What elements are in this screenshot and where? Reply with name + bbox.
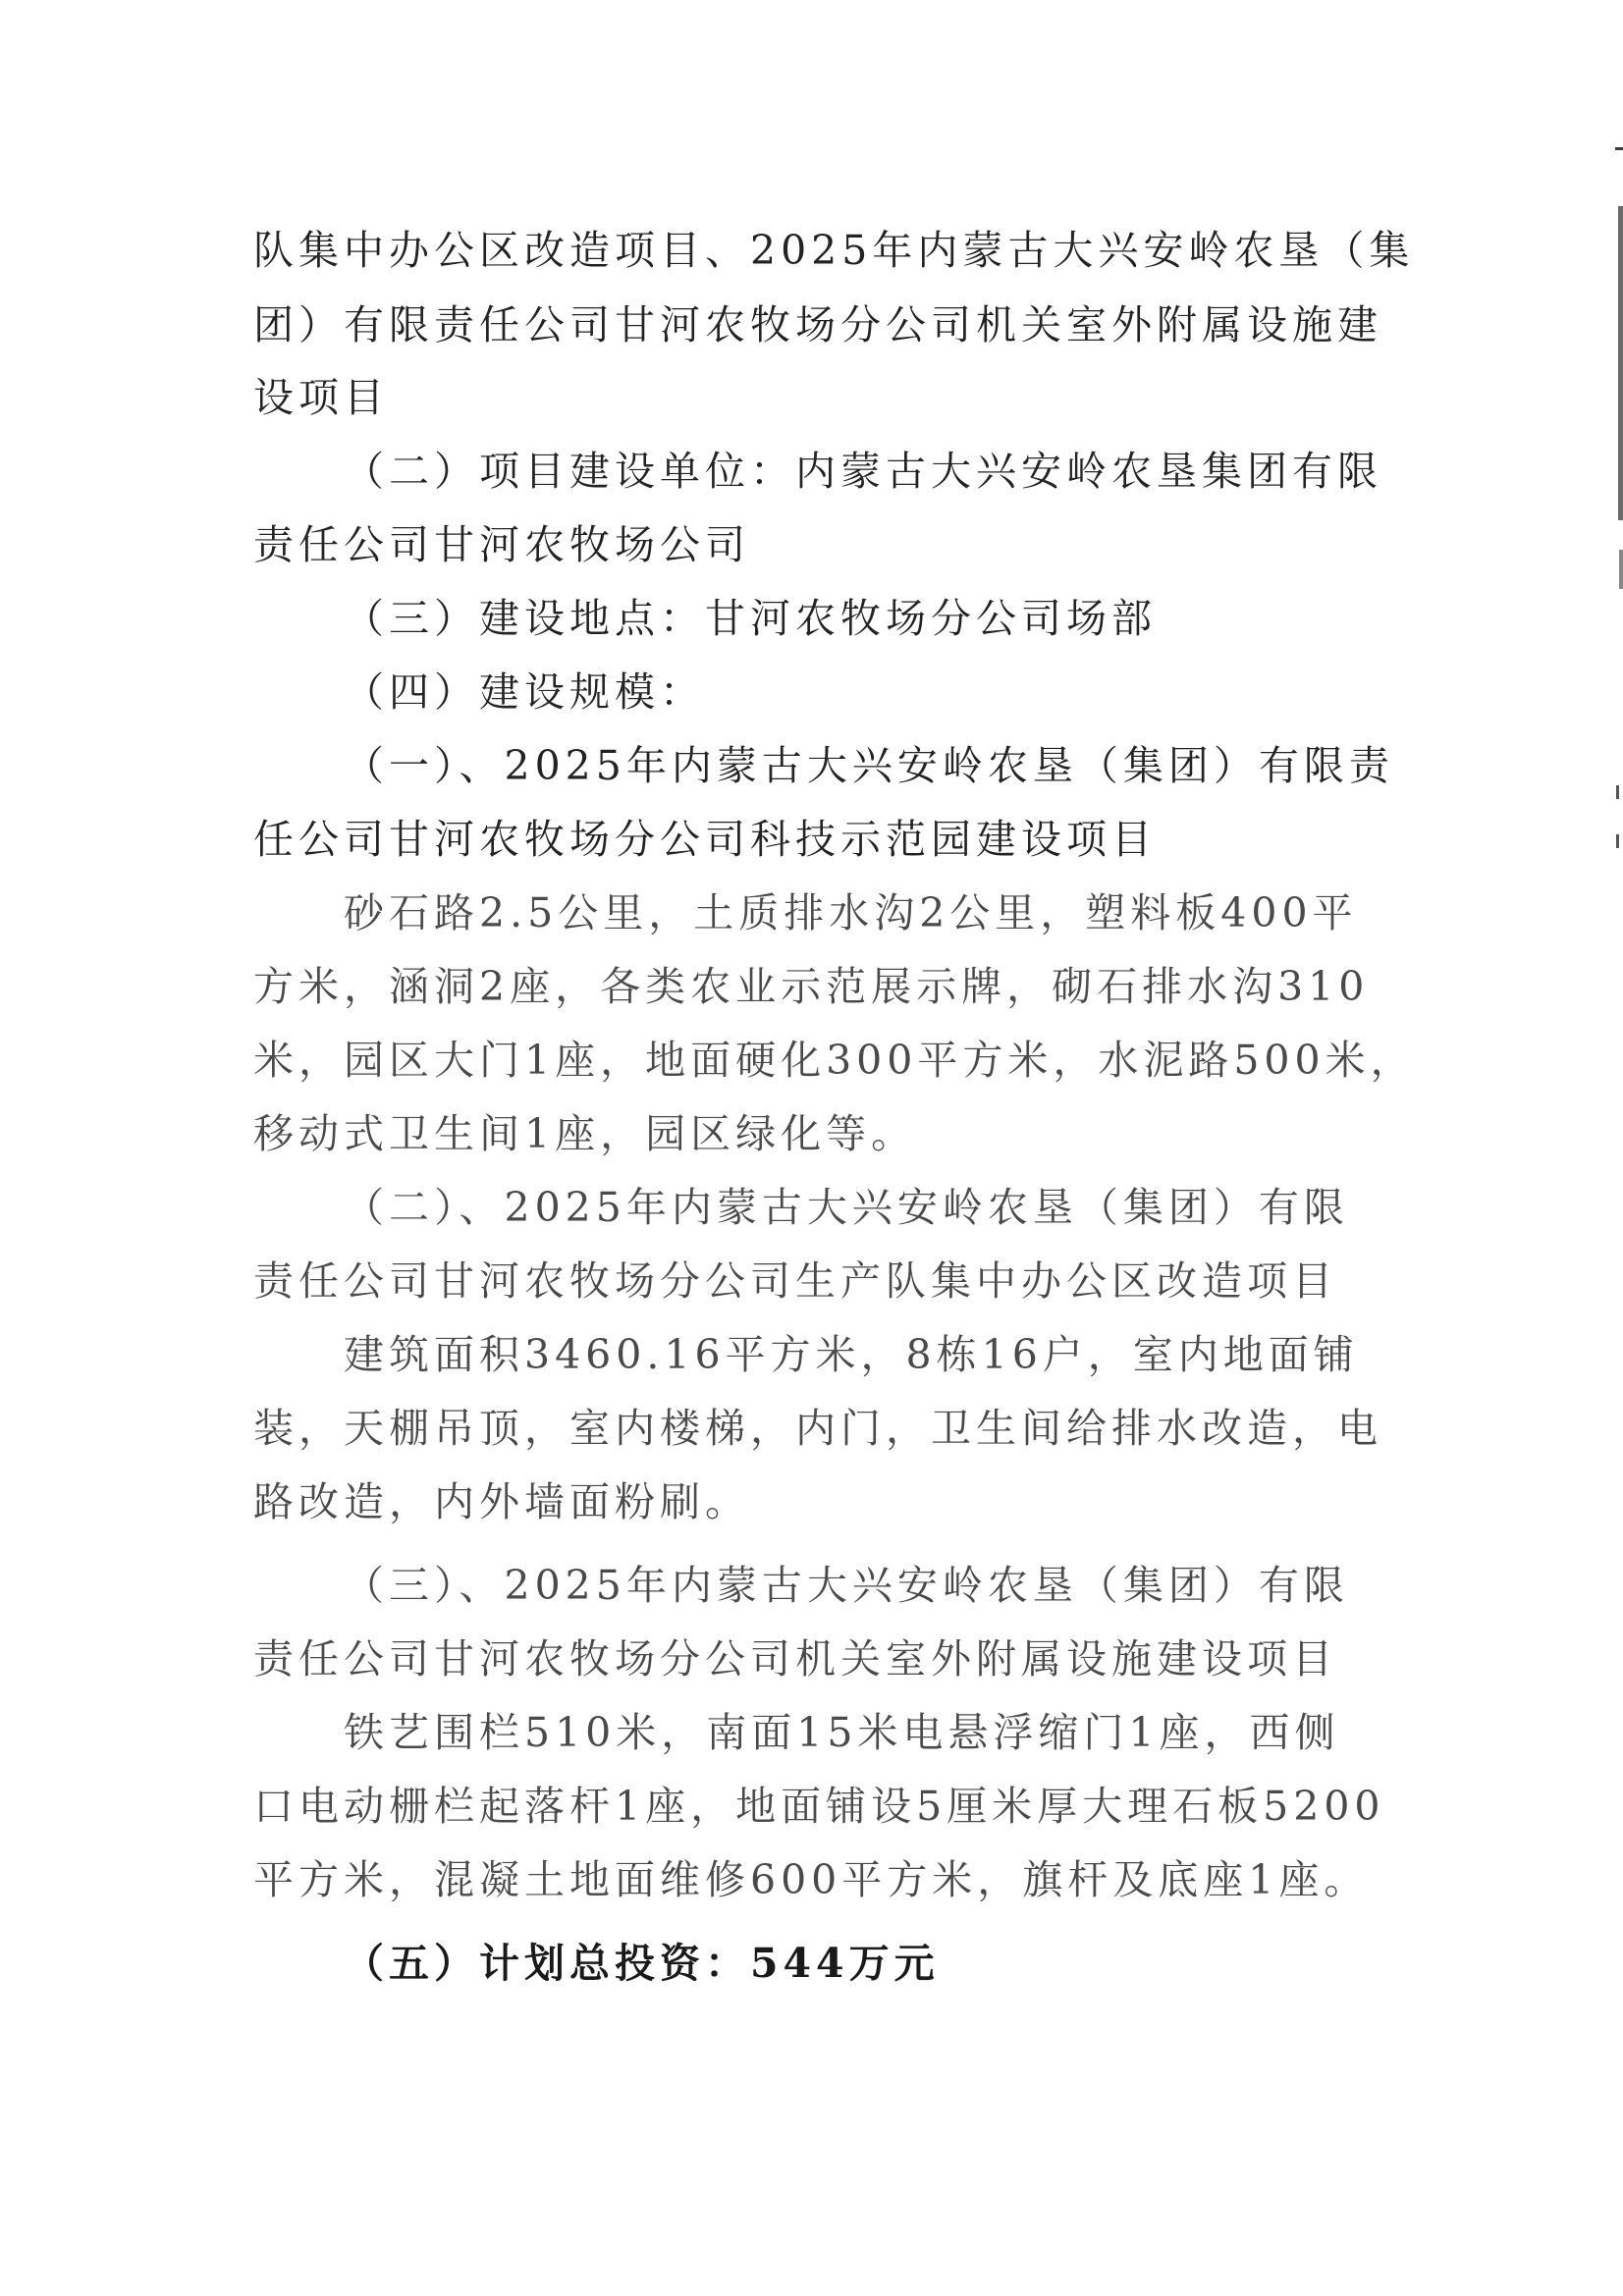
text-line: 任公司甘河农牧场分公司科技示范园建设项目 <box>253 816 1157 863</box>
subsection-heading-1: （一）、2025年内蒙古大兴安岭农垦（集团）有限责 <box>344 742 1394 789</box>
paragraph-line: 方米，涵洞2座，各类农业示范展示牌，砌石排水沟310 <box>253 963 1370 1010</box>
paragraph-line: 砂石路2.5公里，土质排水沟2公里，塑料板400平 <box>344 889 1358 936</box>
subsection-heading-3: （三）、2025年内蒙古大兴安岭农垦（集团）有限 <box>344 1562 1349 1609</box>
text-line: 团）有限责任公司甘河农牧场分公司机关室外附属设施建 <box>253 301 1382 348</box>
text-line: 责任公司甘河农牧场分公司生产队集中办公区改造项目 <box>253 1257 1337 1305</box>
section-heading-scale: （四）建设规模： <box>344 668 705 716</box>
paragraph-line: 铁艺围栏510米，南面15米电悬浮缩门1座，西侧 <box>344 1709 1340 1756</box>
scan-artifact <box>1619 550 1623 589</box>
paragraph-line: 平方米，混凝土地面维修600平方米，旗杆及底座1座。 <box>253 1856 1370 1903</box>
text-line: 队集中办公区改造项目、2025年内蒙古大兴安岭农垦（集 <box>253 227 1415 274</box>
scan-artifact <box>1616 785 1619 799</box>
scan-artifact <box>1615 147 1623 150</box>
scan-artifact <box>1618 206 1623 520</box>
text-line: 责任公司甘河农牧场公司 <box>253 521 750 568</box>
scan-artifact <box>1616 834 1619 848</box>
subsection-heading-2: （二）、2025年内蒙古大兴安岭农垦（集团）有限 <box>344 1184 1349 1231</box>
paragraph-line: 米，园区大门1座，地面硬化300平方米，水泥路500米， <box>253 1037 1416 1084</box>
text-line: 设项目 <box>253 374 389 421</box>
section-heading-location: （三）建设地点：甘河农牧场分公司场部 <box>344 595 1157 642</box>
paragraph-line: 路改造，内外墙面粉刷。 <box>253 1478 750 1525</box>
text-line: 责任公司甘河农牧场分公司机关室外附属设施建设项目 <box>253 1635 1337 1682</box>
paragraph-line: 装，天棚吊顶，室内楼梯，内门，卫生间给排水改造，电 <box>253 1405 1382 1452</box>
paragraph-line: 建筑面积3460.16平方米，8栋16户，室内地面铺 <box>344 1331 1359 1378</box>
paragraph-line: 移动式卫生间1座，园区绿化等。 <box>253 1110 917 1157</box>
paragraph-line: 口电动栅栏起落杆1座，地面铺设5厘米厚大理石板5200 <box>253 1783 1385 1830</box>
section-heading-total-investment: （五）计划总投资：544万元 <box>344 1940 940 1987</box>
section-heading-construction-unit: （二）项目建设单位：内蒙古大兴安岭农垦集团有限 <box>344 448 1382 495</box>
